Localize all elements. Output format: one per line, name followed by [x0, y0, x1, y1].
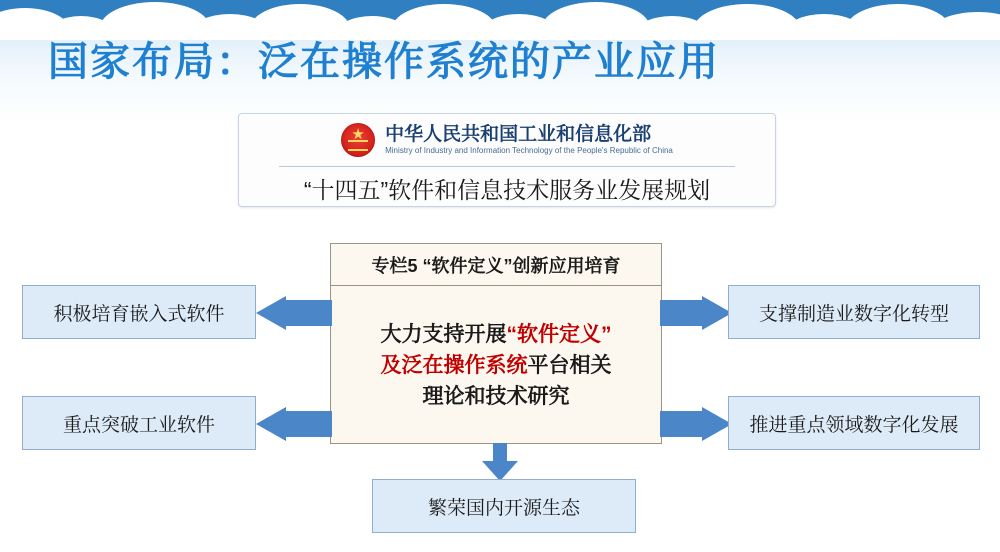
arrow-bottom: [482, 443, 518, 481]
ministry-identity-row: [239, 120, 775, 160]
arrow-left-bottom: [256, 407, 332, 441]
center-box-body: [331, 286, 661, 444]
ministry-name-cn: 中华人民共和国工业和信息化部: [385, 124, 652, 145]
plan-title: “十四五”软件和信息技术服务业发展规划: [303, 177, 711, 203]
divider: [279, 166, 735, 167]
ministry-name-en: Ministry of Industry and Information Technology of the People's Republic of China: [385, 146, 673, 155]
arrow-left-top: [256, 296, 332, 330]
outcome-box-bottom: 繁荣国内开源生态: [372, 479, 636, 533]
outcome-box-right-top: 支撑制造业数字化转型: [728, 285, 980, 339]
ministry-name-block: [385, 124, 673, 156]
arrow-right-top: [660, 296, 732, 330]
center-text-line3: 理论和技术研究: [422, 384, 570, 408]
outcome-box-left-top: 积极培育嵌入式软件: [22, 285, 256, 339]
ministry-header-card: [238, 113, 776, 207]
center-text-line2-b: 平台相关: [527, 353, 612, 377]
slide-title: 国家布局：泛在操作系统的产业应用: [48, 40, 720, 84]
arrow-right-bottom: [660, 407, 732, 441]
outcome-box-left-bottom: 重点突破工业软件: [22, 396, 256, 450]
center-text-line2-a: 及泛在操作系统: [380, 353, 528, 377]
center-policy-box: [330, 243, 662, 444]
outcome-box-right-bottom: 推进重点领域数字化发展: [728, 396, 980, 450]
center-box-header: 专栏5 “软件定义”创新应用培育: [331, 244, 661, 286]
center-text-line1-a: 大力支持开展: [380, 322, 507, 346]
china-national-emblem-icon: [341, 123, 375, 157]
center-text-line1-b: “软件定义”: [506, 322, 612, 346]
